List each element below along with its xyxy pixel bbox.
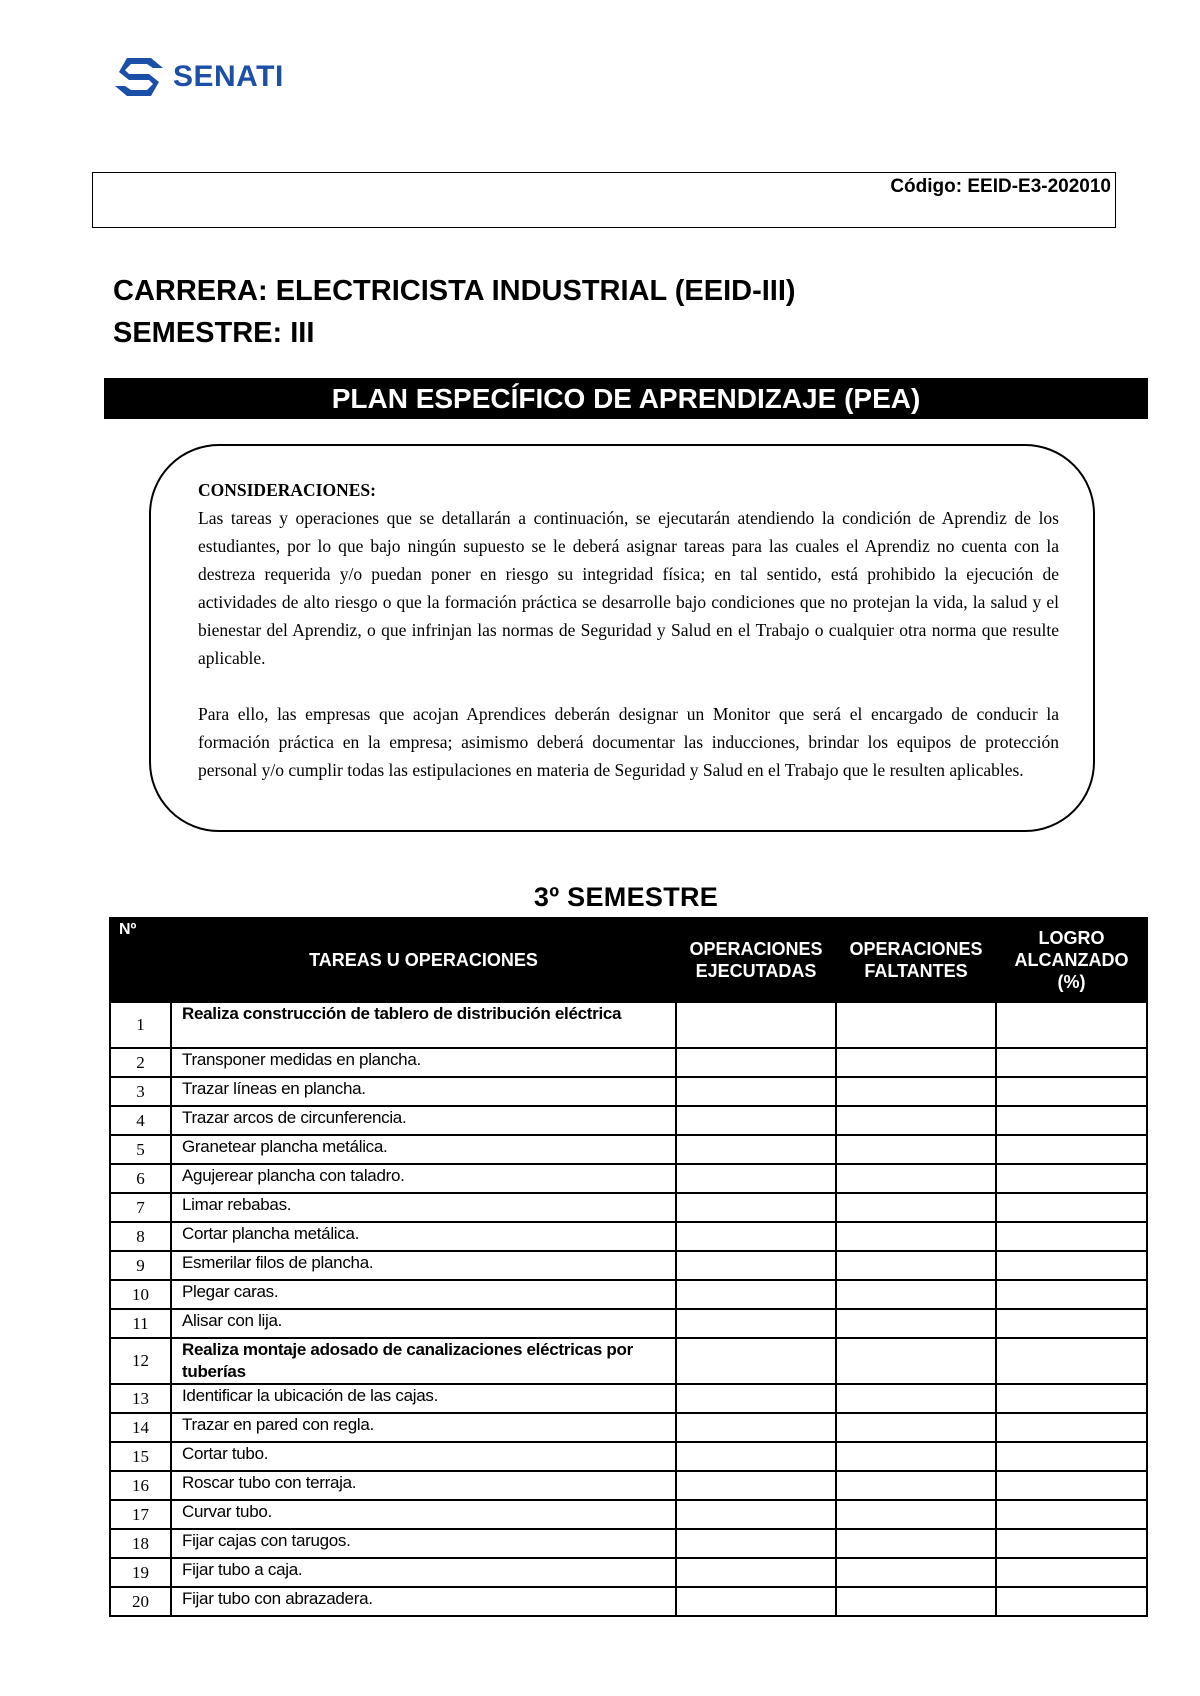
missing-cell[interactable] [836,1106,996,1135]
table-body [110,1002,1147,1616]
missing-cell[interactable] [836,1222,996,1251]
executed-cell[interactable] [676,1558,836,1587]
header-achievement: LOGRO ALCANZADO (%) [996,918,1147,1002]
table-row [110,1558,1147,1587]
table-row [110,1106,1147,1135]
executed-cell[interactable] [676,1309,836,1338]
header-num: Nº [110,918,171,1002]
row-number: 4 [110,1106,171,1135]
row-task: Fijar tubo con abrazadera. [171,1587,676,1616]
missing-cell[interactable] [836,1442,996,1471]
achievement-cell[interactable] [996,1558,1147,1587]
row-task: Cortar plancha metálica. [171,1222,676,1251]
achievement-cell[interactable] [996,1471,1147,1500]
row-number: 16 [110,1471,171,1500]
row-task: Fijar cajas con tarugos. [171,1529,676,1558]
row-task: Identificar la ubicación de las cajas. [171,1384,676,1413]
achievement-cell[interactable] [996,1338,1147,1384]
row-task: Cortar tubo. [171,1442,676,1471]
missing-cell[interactable] [836,1164,996,1193]
row-number: 10 [110,1280,171,1309]
table-row [110,1338,1147,1384]
row-task: Transponer medidas en plancha. [171,1048,676,1077]
header-missing: OPERACIONES FALTANTES [836,918,996,1002]
table-row [110,1280,1147,1309]
executed-cell[interactable] [676,1106,836,1135]
table-row [110,1529,1147,1558]
table-row [110,1251,1147,1280]
row-task: Limar rebabas. [171,1193,676,1222]
executed-cell[interactable] [676,1280,836,1309]
row-task: Trazar arcos de circunferencia. [171,1106,676,1135]
row-number: 12 [110,1338,171,1384]
row-task: Plegar caras. [171,1280,676,1309]
semester-title: 3º SEMESTRE [533,882,719,912]
considerations-title: CONSIDERACIONES: [198,480,376,500]
row-number: 9 [110,1251,171,1280]
executed-cell[interactable] [676,1164,836,1193]
row-task: Fijar tubo a caja. [171,1558,676,1587]
row-task: Curvar tubo. [171,1500,676,1529]
row-number: 19 [110,1558,171,1587]
row-task: Roscar tubo con terraja. [171,1471,676,1500]
achievement-cell[interactable] [996,1500,1147,1529]
row-number: 5 [110,1135,171,1164]
achievement-cell[interactable] [996,1222,1147,1251]
code-box [92,172,1116,228]
row-number: 3 [110,1077,171,1106]
missing-cell[interactable] [836,1309,996,1338]
executed-cell[interactable] [676,1135,836,1164]
achievement-cell[interactable] [996,1280,1147,1309]
missing-cell[interactable] [836,1135,996,1164]
table-row [110,1500,1147,1529]
row-task: Realiza construcción de tablero de distribución eléctrica [171,1002,676,1048]
row-task: Alisar con lija. [171,1309,676,1338]
achievement-cell[interactable] [996,1077,1147,1106]
executed-cell[interactable] [676,1500,836,1529]
executed-cell[interactable] [676,1338,836,1384]
executed-cell[interactable] [676,1002,836,1048]
row-task: Trazar líneas en plancha. [171,1077,676,1106]
row-number: 13 [110,1384,171,1413]
executed-cell[interactable] [676,1077,836,1106]
executed-cell[interactable] [676,1384,836,1413]
considerations-box [149,444,1095,832]
senati-logo [113,56,284,98]
row-number: 2 [110,1048,171,1077]
executed-cell[interactable] [676,1048,836,1077]
table-row [110,1442,1147,1471]
logo-text: SENATI [173,60,284,93]
executed-cell[interactable] [676,1529,836,1558]
missing-cell[interactable] [836,1193,996,1222]
missing-cell[interactable] [836,1558,996,1587]
career-heading [113,270,796,354]
missing-cell[interactable] [836,1251,996,1280]
table-row [110,1048,1147,1077]
row-number: 1 [110,1002,171,1048]
achievement-cell[interactable] [996,1106,1147,1135]
considerations-paragraph-1: Las tareas y operaciones que se detallarán a continuación, se ejecutarán atendiendo la condición de Aprendiz de los estudiantes, por lo que bajo ningún supuesto se le deberá asignar tareas para las cuales el Aprendiz no cuenta con la destreza requerida y/o puedan poner en riesgo su integridad física; en tal sentido, está prohibido la ejecución de actividades de alto riesgo o que la formación práctica se desarrolle bajo condiciones que no protejan la vida, la salud y el bienestar del Aprendiz, o que infrinjan las normas de Seguridad y Salud en el Trabajo o cualquier otra norma que resulte aplicable. [198,508,1059,668]
missing-cell[interactable] [836,1471,996,1500]
plan-banner: PLAN ESPECÍFICO DE APRENDIZAJE (PEA) [104,378,1148,419]
missing-cell[interactable] [836,1338,996,1384]
executed-cell[interactable] [676,1471,836,1500]
missing-cell[interactable] [836,1002,996,1048]
row-number: 8 [110,1222,171,1251]
achievement-cell[interactable] [996,1529,1147,1558]
career-name: CARRERA: ELECTRICISTA INDUSTRIAL (EEID-III) [113,275,796,307]
executed-cell[interactable] [676,1587,836,1616]
achievement-cell[interactable] [996,1384,1147,1413]
table-row [110,1309,1147,1338]
table-row [110,1077,1147,1106]
executed-cell[interactable] [676,1251,836,1280]
row-number: 14 [110,1413,171,1442]
achievement-cell[interactable] [996,1413,1147,1442]
achievement-cell[interactable] [996,1193,1147,1222]
missing-cell[interactable] [836,1587,996,1616]
executed-cell[interactable] [676,1222,836,1251]
missing-cell[interactable] [836,1529,996,1558]
achievement-cell[interactable] [996,1002,1147,1048]
table-row [110,1384,1147,1413]
achievement-cell[interactable] [996,1309,1147,1338]
row-number: 7 [110,1193,171,1222]
achievement-cell[interactable] [996,1251,1147,1280]
table-row [110,1002,1147,1048]
achievement-cell[interactable] [996,1587,1147,1616]
achievement-cell[interactable] [996,1442,1147,1471]
considerations-paragraph-2: Para ello, las empresas que acojan Aprendices deberán designar un Monitor que será el encargado de conducir la formación práctica en la empresa; asimismo deberá documentar las inducciones, brindar los equipos de protección personal y/o cumplir todas las estipulaciones en materia de Seguridad y Salud en el Trabajo que le resulten aplicables. [198,704,1059,780]
row-task: Trazar en pared con regla. [171,1413,676,1442]
executed-cell[interactable] [676,1442,836,1471]
executed-cell[interactable] [676,1193,836,1222]
missing-cell[interactable] [836,1077,996,1106]
missing-cell[interactable] [836,1280,996,1309]
row-task: Realiza montaje adosado de canalizaciones eléctricas por tuberías [171,1338,676,1384]
table-row [110,1587,1147,1616]
row-number: 18 [110,1529,171,1558]
table-row [110,1164,1147,1193]
table-row [110,1135,1147,1164]
table-row [110,1193,1147,1222]
table-row [110,1471,1147,1500]
row-number: 17 [110,1500,171,1529]
header-task: TAREAS U OPERACIONES [171,918,676,1002]
tasks-table [109,917,1148,1617]
achievement-cell[interactable] [996,1164,1147,1193]
missing-cell[interactable] [836,1384,996,1413]
missing-cell[interactable] [836,1500,996,1529]
row-number: 15 [110,1442,171,1471]
row-number: 6 [110,1164,171,1193]
senati-logo-icon [113,56,165,98]
executed-cell[interactable] [676,1413,836,1442]
row-number: 20 [110,1587,171,1616]
row-task: Agujerear plancha con taladro. [171,1164,676,1193]
missing-cell[interactable] [836,1413,996,1442]
header-executed: OPERACIONES EJECUTADAS [676,918,836,1002]
table-header-row [110,918,1147,1002]
row-number: 11 [110,1309,171,1338]
achievement-cell[interactable] [996,1135,1147,1164]
achievement-cell[interactable] [996,1048,1147,1077]
missing-cell[interactable] [836,1048,996,1077]
row-task: Esmerilar filos de plancha. [171,1251,676,1280]
table-row [110,1222,1147,1251]
table-row [110,1413,1147,1442]
row-task: Granetear plancha metálica. [171,1135,676,1164]
semester-name: SEMESTRE: III [113,317,315,349]
document-code: Código: EEID-E3-202010 [890,176,1111,197]
